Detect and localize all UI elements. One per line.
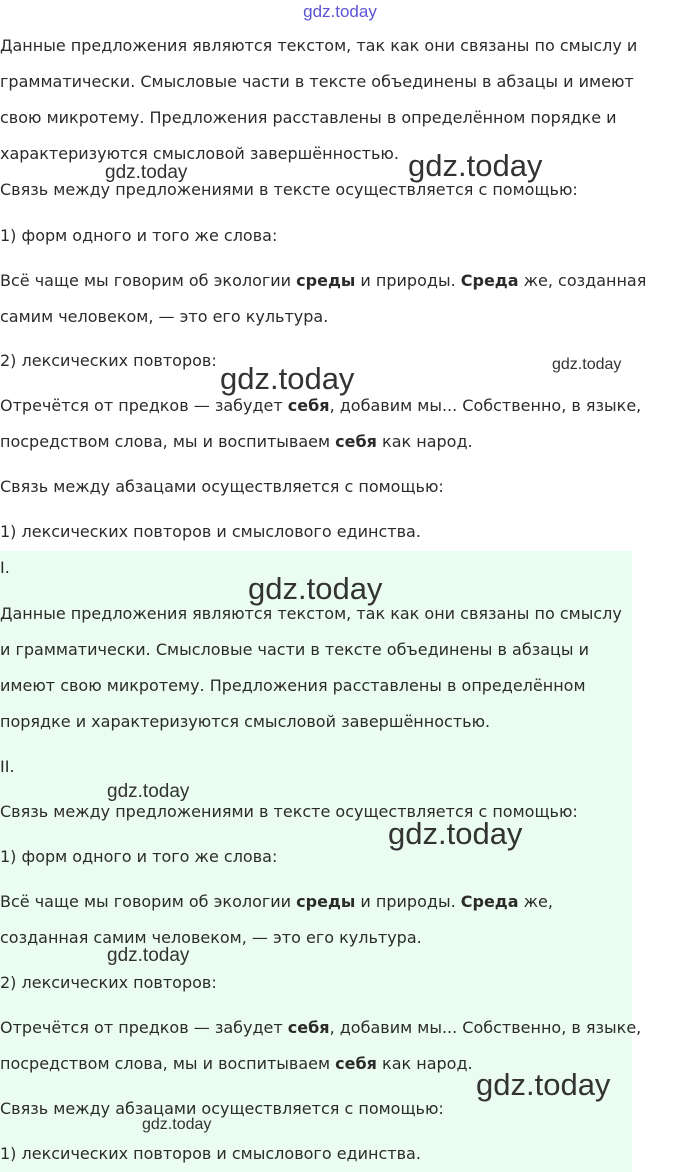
answer-link-sentences: Связь между предложениями в тексте осуществляется с помощью: bbox=[0, 802, 578, 821]
answer-link-paragraphs: Связь между абзацами осуществляется с помощью: bbox=[0, 1099, 444, 1118]
paragraph-link-paragraphs: Связь между абзацами осуществляется с помощью: bbox=[0, 477, 444, 496]
example-1-line-2: самим человеком, — это его культура. bbox=[0, 307, 329, 326]
header-watermark: gdz.today bbox=[303, 2, 377, 21]
paragraph-text-line: свою микротему. Предложения расставлены в определённом порядке и bbox=[0, 108, 617, 127]
example-1-line-1: Всё чаще мы говорим об экологии среды и природы. Среда же, созданная bbox=[0, 271, 647, 290]
roman-numeral-1: I. bbox=[0, 558, 10, 577]
watermark: gdz.today bbox=[142, 1116, 212, 1133]
paragraph-lexical-repeats: 2) лексических повторов: bbox=[0, 351, 217, 370]
watermark: gdz.today bbox=[248, 571, 383, 606]
answer-text-line: и грамматически. Смысловые части в тексте объединены в абзацы и bbox=[0, 640, 590, 659]
paragraph-lexical-unity: 1) лексических повторов и смыслового единства. bbox=[0, 522, 421, 541]
answer-example-1-line-1: Всё чаще мы говорим об экологии среды и природы. Среда же, bbox=[0, 892, 553, 911]
answer-example-2-line-2: посредством слова, мы и воспитываем себя как народ. bbox=[0, 1054, 473, 1073]
watermark: gdz.today bbox=[107, 781, 190, 802]
answer-word-forms: 1) форм одного и того же слова: bbox=[0, 847, 278, 866]
example-2-line-1: Отречётся от предков — забудет себя, добавим мы... Собственно, в языке, bbox=[0, 396, 642, 415]
answer-text-line: имеют свою микротему. Предложения расставлены в определённом bbox=[0, 676, 586, 695]
paragraph-text-line: Данные предложения являются текстом, так как они связаны по смыслу и bbox=[0, 36, 638, 55]
watermark: gdz.today bbox=[408, 148, 543, 183]
watermark: gdz.today bbox=[105, 162, 188, 183]
paragraph-link-sentences: Связь между предложениями в тексте осуществляется с помощью: bbox=[0, 180, 578, 199]
paragraph-text-line: характеризуются смысловой завершённостью. bbox=[0, 144, 399, 163]
answer-lexical-repeats: 2) лексических повторов: bbox=[0, 973, 217, 992]
answer-example-1-line-2: созданная самим человеком, — это его культура. bbox=[0, 928, 422, 947]
example-2-line-2: посредством слова, мы и воспитываем себя как народ. bbox=[0, 432, 473, 451]
answer-text-line: порядке и характеризуются смысловой завершённостью. bbox=[0, 712, 491, 731]
answer-text-line: Данные предложения являются текстом, так как они связаны по смыслу bbox=[0, 604, 622, 623]
paragraph-text-line: грамматически. Смысловые части в тексте объединены в абзацы и имеют bbox=[0, 72, 634, 91]
watermark: gdz.today bbox=[476, 1067, 611, 1102]
watermark: gdz.today bbox=[107, 945, 190, 966]
watermark: gdz.today bbox=[552, 356, 622, 373]
watermark: gdz.today bbox=[220, 361, 355, 396]
watermark: gdz.today bbox=[388, 816, 523, 851]
answer-lexical-unity: 1) лексических повторов и смыслового единства. bbox=[0, 1144, 421, 1163]
answer-example-2-line-1: Отречётся от предков — забудет себя, добавим мы... Собственно, в языке, bbox=[0, 1018, 642, 1037]
roman-numeral-2: II. bbox=[0, 757, 15, 776]
paragraph-word-forms: 1) форм одного и того же слова: bbox=[0, 226, 278, 245]
